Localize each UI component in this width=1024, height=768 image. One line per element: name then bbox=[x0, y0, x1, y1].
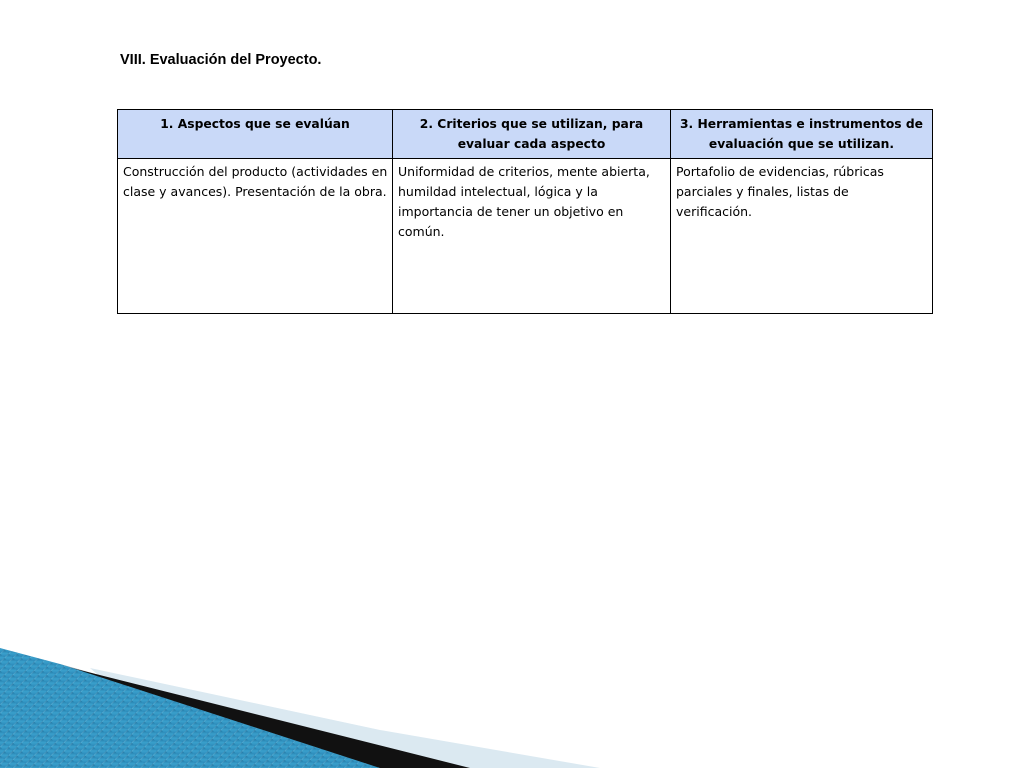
header-aspectos: 1. Aspectos que se evalúan bbox=[118, 110, 393, 159]
table-row bbox=[118, 159, 933, 314]
gray-wedge bbox=[60, 664, 430, 768]
cell-criterios: Uniformidad de criterios, mente abierta, humildad intelectual, lógica y la importancia de tener un objetivo en común. bbox=[393, 159, 671, 314]
cell-herramientas: Portafolio de evidencias, rúbricas parciales y finales, listas de verificación. bbox=[671, 159, 933, 314]
evaluation-table bbox=[117, 109, 933, 314]
blue-wedge bbox=[0, 648, 380, 768]
black-wedge bbox=[30, 660, 470, 768]
header-criterios: 2. Criterios que se utilizan, para evaluar cada aspecto bbox=[393, 110, 671, 159]
slide-title: VIII. Evaluación del Proyecto. bbox=[120, 52, 322, 68]
light-swoosh bbox=[90, 668, 600, 768]
cell-aspectos: Construcción del producto (actividades en clase y avances). Presentación de la obra. bbox=[118, 159, 393, 314]
table-header-row bbox=[118, 110, 933, 159]
header-herramientas: 3. Herramientas e instrumentos de evaluación que se utilizan. bbox=[671, 110, 933, 159]
